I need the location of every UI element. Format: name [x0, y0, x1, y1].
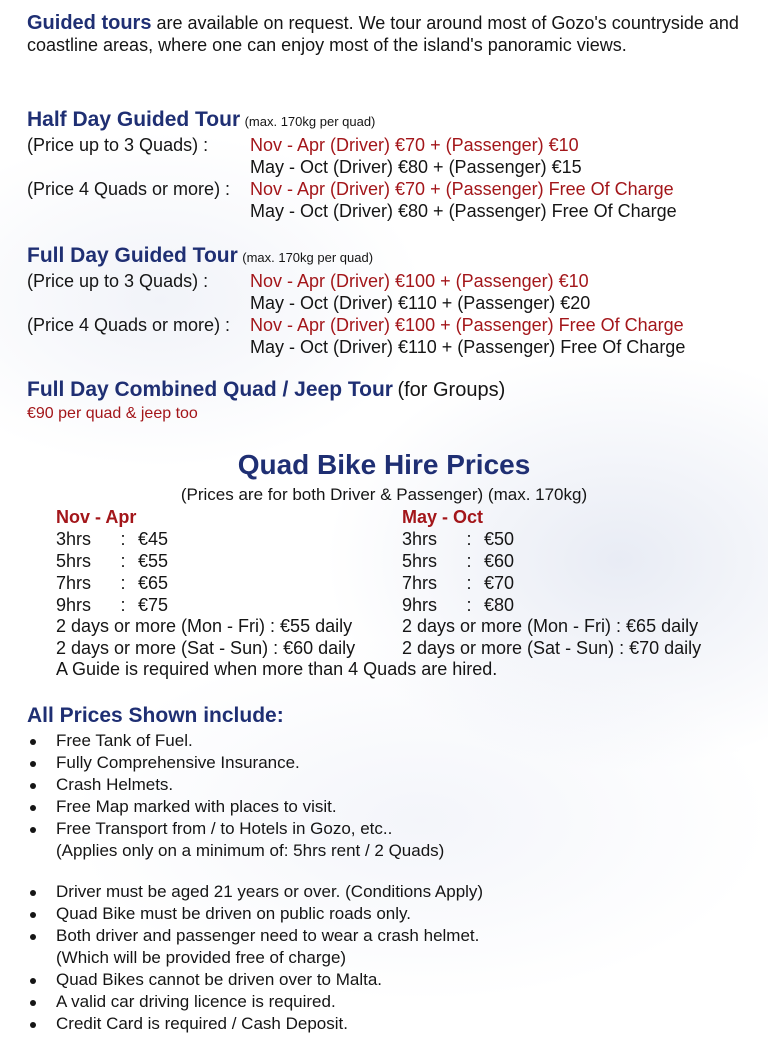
full-day-label-1: (Price up to 3 Quads) : — [27, 271, 209, 291]
full-day-row-1 — [250, 271, 589, 292]
half-day-row-3 — [250, 179, 674, 200]
list-item-text: Crash Helmets. — [56, 775, 174, 794]
hire-left-weekend: 2 days or more (Sat - Sun) : €60 daily — [56, 638, 356, 658]
half-day-label-1: (Price up to 3 Quads) : — [27, 135, 209, 155]
full-day-season-3: Nov - Apr — [250, 315, 326, 335]
half-day-season-3: Nov - Apr — [250, 179, 326, 199]
hours: 5hrs — [56, 551, 92, 571]
hours: 9hrs — [402, 595, 438, 615]
price: €65 — [138, 573, 169, 593]
intro-text: are available on request. We tour around most of Gozo's countryside and coastline areas, where one can enjoy most of the island's panoramic views. — [27, 13, 739, 55]
price: €70 — [484, 573, 515, 593]
full-day-row-4 — [250, 337, 685, 358]
half-day-price-1: (Driver) €70 + (Passenger) €10 — [330, 135, 579, 155]
full-day-row-3 — [250, 315, 684, 336]
bullet-icon — [30, 761, 36, 767]
full-day-title: Full Day Guided Tour — [27, 244, 238, 267]
hire-right-rate-2 — [402, 551, 514, 572]
list-item-text: Fully Comprehensive Insurance. — [56, 753, 300, 772]
colon: : — [120, 573, 126, 593]
bullet-icon — [30, 912, 36, 918]
price: €55 — [138, 551, 169, 571]
combined-title: Full Day Combined Quad / Jeep Tour — [27, 378, 393, 401]
hire-right-rate-1 — [402, 529, 514, 550]
hire-left-rate-3 — [56, 573, 168, 594]
colon: : — [120, 551, 126, 571]
colon: : — [466, 573, 472, 593]
price: €50 — [484, 529, 515, 549]
full-day-note: (max. 170kg per quad) — [242, 250, 374, 265]
half-day-row-2 — [250, 157, 582, 178]
hire-left-weekday: 2 days or more (Mon - Fri) : €55 daily — [56, 616, 353, 636]
hours: 7hrs — [402, 573, 438, 593]
hire-left-rate-1 — [56, 529, 168, 550]
hire-right-rate-4 — [402, 595, 514, 616]
full-day-label-3: (Price 4 Quads or more) : — [27, 315, 231, 335]
half-day-heading — [27, 108, 375, 132]
price: €80 — [484, 595, 515, 615]
hire-subtitle: (Prices are for both Driver & Passenger) (max. 170kg) — [180, 485, 588, 504]
colon: : — [466, 529, 472, 549]
hire-right-weekend: 2 days or more (Sat - Sun) : €70 daily — [402, 638, 702, 658]
hire-guide-note: A Guide is required when more than 4 Quads are hired. — [56, 659, 498, 679]
list-item-text: Quad Bike must be driven on public roads only. — [56, 904, 411, 923]
list-item-text: A valid car driving licence is required. — [56, 992, 336, 1011]
colon: : — [120, 595, 126, 615]
half-day-price-4: (Driver) €80 + (Passenger) Free Of Charge — [333, 201, 677, 221]
half-day-season-4: May - Oct — [250, 201, 329, 221]
intro-paragraph — [27, 12, 747, 56]
list-item-text: Free Tank of Fuel. — [56, 731, 193, 750]
half-day-price-3: (Driver) €70 + (Passenger) Free Of Charge — [330, 179, 674, 199]
hire-right-weekday: 2 days or more (Mon - Fri) : €65 daily — [402, 616, 699, 636]
bullet-icon — [30, 934, 36, 940]
combined-note: (for Groups) — [397, 379, 506, 401]
hire-left-rate-2 — [56, 551, 168, 572]
hours: 7hrs — [56, 573, 92, 593]
bullet-icon — [30, 1022, 36, 1028]
combined-price: €90 per quad & jeep too — [27, 405, 198, 422]
price: €75 — [138, 595, 169, 615]
full-day-price-2: (Driver) €110 + (Passenger) €20 — [333, 293, 591, 313]
price: €45 — [138, 529, 169, 549]
bullet-icon — [30, 805, 36, 811]
half-day-row-4 — [250, 201, 677, 222]
bullet-icon — [30, 1000, 36, 1006]
hire-title: Quad Bike Hire Prices — [237, 449, 531, 480]
full-day-season-4: May - Oct — [250, 337, 329, 357]
bullet-icon — [30, 827, 36, 833]
combined-heading — [27, 378, 505, 402]
hours: 3hrs — [402, 529, 438, 549]
hire-left-rate-4 — [56, 595, 168, 616]
list-item-text: Driver must be aged 21 years or over. (Conditions Apply) — [56, 882, 484, 901]
half-day-note: (max. 170kg per quad) — [244, 114, 376, 129]
hours: 9hrs — [56, 595, 92, 615]
bullet-icon — [30, 739, 36, 745]
price: €60 — [484, 551, 515, 571]
bullet-icon — [30, 890, 36, 896]
colon: : — [466, 595, 472, 615]
half-day-season-1: Nov - Apr — [250, 135, 326, 155]
full-day-season-2: May - Oct — [250, 293, 329, 313]
hire-left-season: Nov - Apr — [56, 507, 137, 527]
hours: 5hrs — [402, 551, 438, 571]
half-day-price-2: (Driver) €80 + (Passenger) €15 — [333, 157, 582, 177]
full-day-heading — [27, 244, 373, 268]
includes-title: All Prices Shown include: — [27, 704, 284, 727]
half-day-label-3: (Price 4 Quads or more) : — [27, 179, 231, 199]
bullet-icon — [30, 783, 36, 789]
full-day-price-4: (Driver) €110 + (Passenger) Free Of Charge — [333, 337, 686, 357]
list-item-text: Both driver and passenger need to wear a crash helmet. — [56, 926, 480, 945]
helmet-note: (Which will be provided free of charge) — [56, 948, 347, 967]
list-item-text: Free Map marked with places to visit. — [56, 797, 337, 816]
colon: : — [466, 551, 472, 571]
list-item-text: Free Transport from / to Hotels in Gozo, etc.. — [56, 819, 393, 838]
full-day-price-1: (Driver) €100 + (Passenger) €10 — [330, 271, 589, 291]
hire-right-season: May - Oct — [402, 507, 484, 527]
transport-note: (Applies only on a minimum of: 5hrs rent / 2 Quads) — [56, 841, 445, 860]
list-item-text: Credit Card is required / Cash Deposit. — [56, 1014, 348, 1033]
hire-right-rate-3 — [402, 573, 514, 594]
full-day-season-1: Nov - Apr — [250, 271, 326, 291]
full-day-row-2 — [250, 293, 590, 314]
half-day-title: Half Day Guided Tour — [27, 108, 241, 131]
bullet-icon — [30, 978, 36, 984]
half-day-season-2: May - Oct — [250, 157, 329, 177]
full-day-price-3: (Driver) €100 + (Passenger) Free Of Charge — [330, 315, 684, 335]
list-item-text: Quad Bikes cannot be driven over to Malta. — [56, 970, 383, 989]
half-day-row-1 — [250, 135, 579, 156]
hours: 3hrs — [56, 529, 92, 549]
colon: : — [120, 529, 126, 549]
intro-lead: Guided tours — [27, 12, 152, 34]
